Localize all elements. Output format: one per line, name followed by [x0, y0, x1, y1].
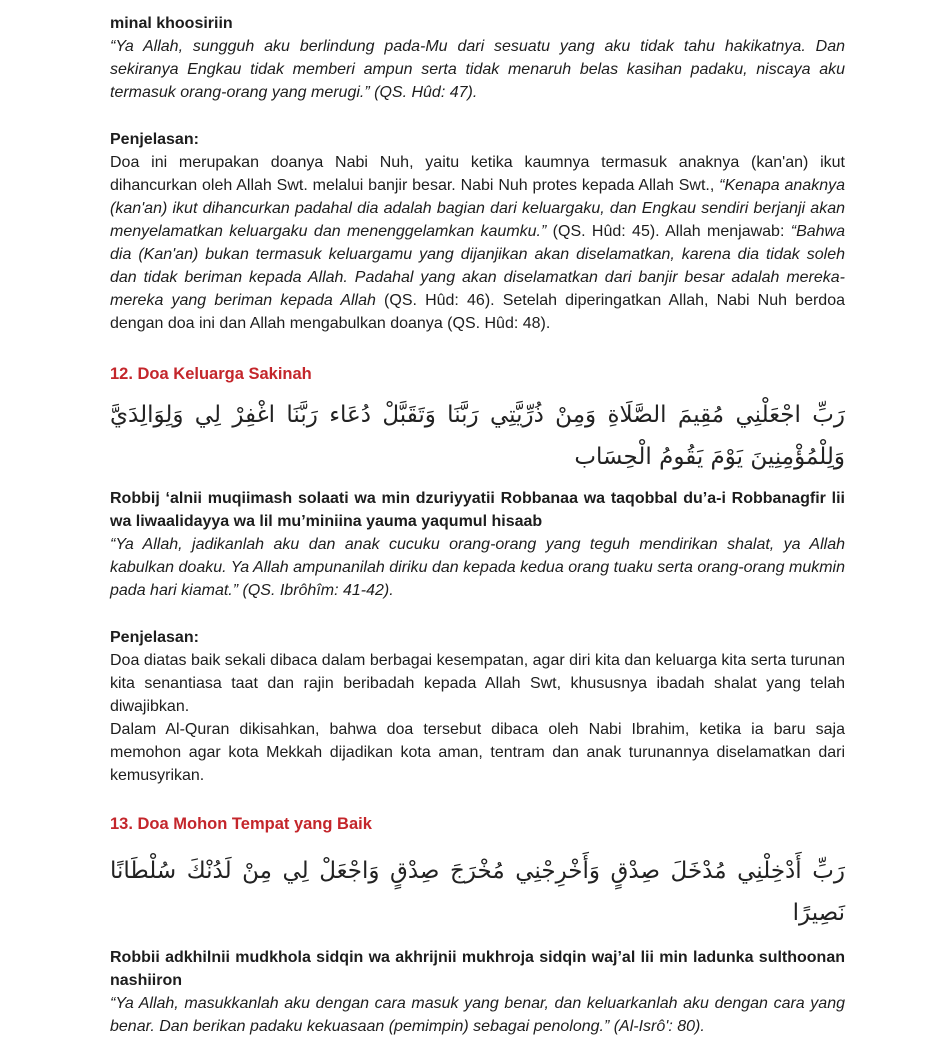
penjelasan-11-quote-2: “Bahwa dia (Kan'an) bukan termasuk keluargamu yang dijanjikan akan diselamatkan, karena dia tidak soleh dan tidak beriman kepada Allah. Padahal yang akan diselamatkan dari banjir besar adalah mereka-mereka yang beriman kepada Allah [110, 223, 845, 309]
penjelasan-11-run-2: (QS. Hûd: 45). Allah menjawab: [546, 223, 791, 240]
section-doa-11 [110, 12, 845, 335]
section-doa-13 [110, 813, 845, 1038]
translation-11: “Ya Allah, sungguh aku berlindung pada-Mu dari sesuatu yang aku tidak tahu hakikatnya. Dan sekiranya Engkau tidak memberi ampun serta tidak menaruh belas kasihan padaku, niscaya aku termasuk orang-orang yang merugi.” (QS. Hûd: 47). [110, 38, 845, 101]
translation-12: “Ya Allah, jadikanlah aku dan anak cucuku orang-orang yang teguh mendirikan shalat, ya Allah kabulkan doaku. Ya Allah ampunanilah diriku dan kepada kedua orang tuaku serta orang-orang mukmin pada hari kiamat.” (QS. Ibrôhîm: 41-42). [110, 536, 845, 599]
penjelasan-11-quote-1: “Kenapa anaknya (kan'an) ikut dihancurkan padahal dia adalah bagian dari keluargaku, dan Engkau sendiri berjanji akan menyelamatkan keluargaku dan menenggelamkan kaumku.” [110, 177, 846, 240]
transliteration-12: Robbij ‘alnii muqiimash solaati wa min dzuriyyatii Robbanaa wa taqobbal du’a-i Robbanagfir lii wa liwaalidayya wa lil mu’miniina yauma yaqumul hisaab [110, 490, 845, 530]
arabic-verse-13: رَبِّ أَدْخِلْنِي مُدْخَلَ صِدْقٍ وَأَخْرِجْنِي مُخْرَجَ صِدْقٍ وَاجْعَلْ لِي مِنْ لَدُنْكَ سُلْطَانًا نَصِيرًا [110, 858, 845, 926]
doa-heading-13: 13. Doa Mohon Tempat yang Baik [110, 815, 372, 833]
transliteration-13: Robbii adkhilnii mudkhola sidqin wa akhrijnii mukhroja sidqin waj’al lii min ladunka sulthoonan nashiiron [110, 949, 845, 989]
penjelasan-paragraph-11 [110, 151, 845, 335]
penjelasan-label-11: Penjelasan: [110, 131, 199, 148]
penjelasan-paragraph-12-2: Dalam Al-Quran dikisahkan, bahwa doa tersebut dibaca oleh Nabi Ibrahim, ketika ia baru saja memohon agar kota Mekkah dijadikan kota aman, tentram dan anak turunannya diselamatkan dari kemusyrikan. [110, 721, 845, 784]
arabic-verse-12: رَبِّ اجْعَلْنِي مُقِيمَ الصَّلَاةِ وَمِنْ ذُرِّيَّتِي رَبَّنَا وَتَقَبَّلْ دُعَاء رَبَّنَا اغْفِرْ لِي وَلِوَالِدَيَّ وَلِلْمُؤْمِنِينَ يَوْمَ يَقُومُ الْحِسَاب [110, 402, 845, 470]
section-doa-12 [110, 363, 845, 787]
penjelasan-paragraph-12-1: Doa diatas baik sekali dibaca dalam berbagai kesempatan, agar diri kita dan keluarga kita serta turunan kita senantiasa taat dan rajin beribadah kepada Allah Swt, khususnya ibadah shalat yang telah diwajibkan. [110, 652, 845, 715]
doa-heading-12: 12. Doa Keluarga Sakinah [110, 365, 312, 383]
penjelasan-11-run-1: Doa ini merupakan doanya Nabi Nuh, yaitu ketika kaumnya termasuk anaknya (kan'an) ikut dihancurkan oleh Allah Swt. melalui banjir besar. Nabi Nuh protes kepada Allah Swt., [110, 154, 845, 194]
penjelasan-label-12: Penjelasan: [110, 629, 199, 646]
penjelasan-11-run-3: (QS. Hûd: 46). Setelah diperingatkan Allah, Nabi Nuh berdoa dengan doa ini dan Allah mengabulkan doanya (QS. Hûd: 48). [110, 292, 846, 332]
transliteration-tail-11: minal khoosiriin [110, 15, 233, 32]
translation-13: “Ya Allah, masukkanlah aku dengan cara masuk yang benar, dan keluarkanlah aku dengan cara yang benar. Dan berikan padaku kekuasaan (pemimpin) sebagai penolong.” (Al-Isrô': 80). [110, 995, 845, 1035]
